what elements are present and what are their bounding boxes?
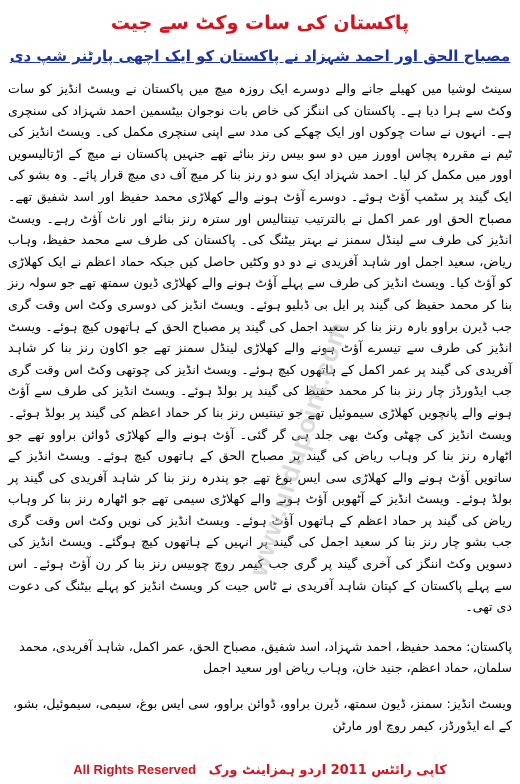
west-indies-squad-list: سمنز، ڈیون سمتھ، ڈیرن براوو، ڈوائن براوو، سی ایس بوغ، سیمی، سیموئیل، بشو، کے اے ایڈورڈز، کیمر روچ اور مارٹن	[13, 696, 512, 733]
footer	[0, 762, 520, 778]
article-body	[6, 78, 514, 618]
article-title: پاکستان کی سات وکٹ سے جیت	[110, 12, 410, 34]
pakistan-squad-label: پاکستان:	[466, 638, 512, 654]
squads-section	[6, 636, 514, 736]
pakistan-squad-list: محمد حفیظ، احمد شہزاد، اسد شفیق، مصباح الحق، عمر اکمل، شاہد آفریدی، محمد سلمان، حماد اعظم، جنید خان، وہاب ریاض اور سعید اجمل	[19, 638, 512, 676]
footer-rights-text: All Rights Reserved	[73, 762, 197, 777]
article-paragraph: سینٹ لوشیا میں کھیلے جانے والے دوسرے ایک روزہ میچ میں پاکستان نے ویسٹ انڈیز کو سات وکٹ سے ہرا دیا ہے۔ پاکستان کی اننگز کی خاص بات نوجوان بیٹسمین احمد شہزاد کی سنچری ہے۔ انہوں نے سات چوکوں اور ایک چھکے کی مدد سے اپنی سنچری مکمل کی۔ ویسٹ انڈیز کی ٹیم نے مقررہ پچاس اوورز میں دو سو بیس رنز بنائے تھے جنہیں پاکستان نے میچ کے اڑتالیسویں اوور میں مکمل کر لیا۔ احمد شہزاد ایک سو دو رنز بنا کر میچ آف دی میچ قرار پائے۔ وہ بشو کی ایک گیند پر سٹمپ آؤٹ ہوئے۔ دوسرے آؤٹ ہونے والے کھلاڑی محمد حفیظ اور اسد شفیق تھے۔ مصباح الحق اور عمر اکمل نے بالترتیب تینتالیس اور سترہ رنز بنائے اور ناٹ آؤٹ رہے۔ ویسٹ انڈیز کی طرف سے لینڈل سمنز نے بہتر بیٹنگ کی۔ پاکستان کی طرف سے محمد حفیظ، وہاب ریاض، سعید اجمل اور شاہد آفریدی نے دو دو وکٹیں حاصل کیں جبکہ حماد اعظم نے ایک کھلاڑی کو آؤٹ کیا۔ ویسٹ انڈیز کی طرف سے پہلے آؤٹ ہونے والے کھلاڑی ڈیون سمتھ تھے جو سولہ رنز بنا کر محمد حفیظ کی گیند پر ایل بی ڈبلیو ہوئے۔ ویسٹ انڈیز کی دوسری وکٹ اس وقت گری جب ڈیرن براوو بارہ رنز بنا کر سعید اجمل کی گیند پر مصباح الحق کے ہاتھوں کیچ ہوئے۔ ویسٹ انڈیز کی طرف سے تیسرے آؤٹ ہونے والے کھلاڑی لینڈل سمنز تھے جو اکاون رنز بنا کر شاہد آفریدی کی گیند پر عمر اکمل کے ہاتھوں کیچ ہوئے۔ ویسٹ انڈیز کی چوتھی وکٹ اس وقت گری جب ایڈورڈز چار رنز بنا کر محمد حفیظ کی گیند پر بولڈ ہوئے۔ ویسٹ انڈیز کی طرف سے آؤٹ ہونے والے پانچویں کھلاڑی سیموئیل تھے جو تینتیس رنز بنا کر حماد اعظم کی گیند پر بولڈ ہوئے۔ ویسٹ انڈیز کی چھٹی وکٹ بھی جلد ہی گر گئی۔ آؤٹ ہونے والے کھلاڑی ڈوائن براوو تھے جو اٹھارہ رنز بنا کر وہاب ریاض کی گیند پر مصباح الحق کے ہاتھوں کیچ ہوئے۔ ویسٹ انڈیز کے ساتویں آؤٹ ہونے والے کھلاڑی سی ایس بوغ تھے جو پندرہ رنز بنا کر شاہد آفریدی کی گیند پر بولڈ ہوئے۔ ویسٹ انڈیز کے آٹھویں آؤٹ ہونے والے کھلاڑی سیمی تھے جو اٹھارہ رنز بنا کر وہاب ریاض کی گیند پر حماد اعظم کے ہاتھوں آؤٹ ہوئے۔ ویسٹ انڈیز کی نویں وکٹ اس وقت گری جب بشو چار رنز بنا کر سعید اجمل کی گیند پر انہیں کے ہاتھوں کیچ ہوگئے۔ ویسٹ انڈیز کی دسویں وکٹ اننگز کی آخری گیند پر گری جب کیمر روچ چوبیس رنز بنا کر رن آؤٹ ہوئے۔ اس سے پہلے پاکستان کے کپتان شاہد آفریدی نے ٹاس جیت کر ویسٹ انڈیز کو پہلے بیٹنگ کی دعوت دی تھی۔	[8, 81, 512, 615]
west-indies-squad	[8, 693, 512, 736]
pakistan-squad	[8, 636, 512, 679]
article-subtitle: مصباح الحق اور احمد شہزاد نے پاکستان کو ایک اچھی پارٹنر شپ دی	[9, 47, 511, 65]
watermark: www.urdupoint.com	[242, 317, 354, 580]
footer-copyright-text: کاپی رائٹس 2011 اردو ہمزاینٹ ورک	[208, 763, 447, 778]
west-indies-squad-label: ویسٹ انڈیز:	[446, 696, 512, 712]
